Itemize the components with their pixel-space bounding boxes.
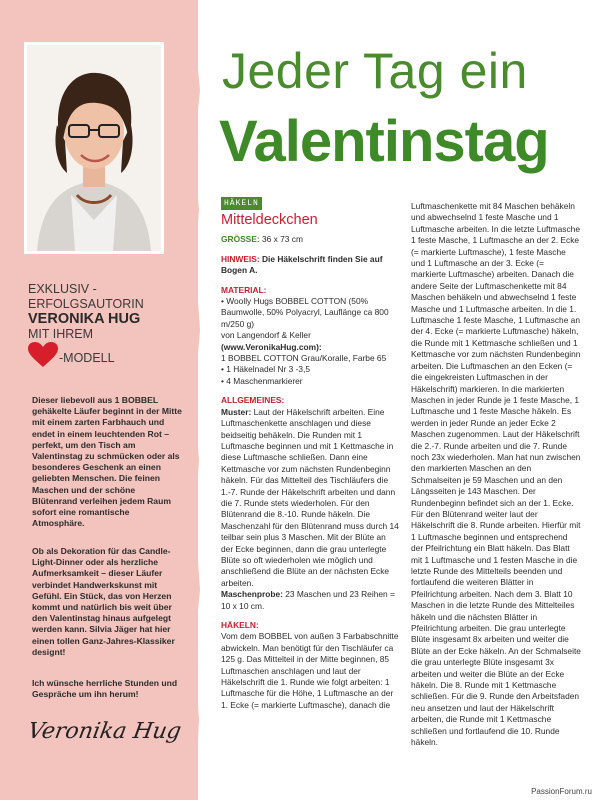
- article-subtitle: Mitteldeckchen: [221, 212, 318, 229]
- author-name: VERONIKA HUG: [28, 311, 141, 327]
- general-label: ALLGEMEINES:: [221, 395, 285, 406]
- size-value: 36 x 73 cm: [261, 234, 303, 245]
- intro-line-5: -MODELL: [59, 351, 115, 365]
- material-line-1: • Woolly Hugs BOBBEL COTTON (50% Baumwolle, 50% Polyacryl, Lauflänge ca 800 m/250 g): [221, 296, 389, 329]
- heart-icon: [28, 342, 58, 368]
- author-intro: [28, 282, 188, 368]
- torn-edge: [186, 0, 202, 800]
- gauge-text: 23 Maschen und 23 Reihen = 10 x 10 cm.: [221, 589, 395, 611]
- crochet-label: HÄKELN:: [221, 620, 259, 630]
- pattern-label: Muster:: [221, 406, 252, 417]
- material-line-6: • 4 Maschenmarkierer: [221, 375, 303, 386]
- source-watermark: PassionForum.ru: [531, 787, 592, 796]
- section-tag: HÄKELN: [221, 197, 262, 210]
- headline-line-2: Valentinstag: [219, 109, 549, 174]
- hint-label: HINWEIS:: [221, 253, 260, 264]
- author-photo: [24, 42, 164, 254]
- pattern-text: Laut der Häkelschrift arbeiten. Eine Luftmaschenkette anschlagen und diese beidseitig behäkeln. Die Runden mit 1 Luftmasche beginnen und mit 1 Kettmasche in diese Luftmasche schließen. Dann eine Kettmasche vor zum nächsten Rundenbeginn häkeln. Für das Mittelteil des Tischläufers die 1.-7. Runde der Häkelschrift arbeiten und dann die 7. Runde stets wiederholen. Für den Blütenrand die 8.-10. Runde häkeln. Die Maschenzahl für den Blütenrand muss durch 14 teilbar sein plus 3 Maschen. Mit der Blüte an der Ecke beginnen, dann die grau unterlegte Blüte so oft wiederholen wie möglich und anschließend die Blüte an der nächsten Ecke arbeiten.: [221, 406, 399, 588]
- signature-text: Veronika Hug: [26, 718, 184, 744]
- article-column-1: [221, 197, 399, 711]
- sidebar-paragraph-3: Ich wünsche herrliche Stunden und Gespräche um ihn herum!: [32, 678, 178, 700]
- material-line-4: 1 BOBBEL COTTON Grau/Koralle, Farbe 65: [221, 353, 387, 364]
- sidebar-paragraph-2: Ob als Dekoration für das Candle-Light-Dinner oder als herzliche Aufmerksamkeit – dieser Läufer verbindet Handwerkskunst mit Gefühl. Ein Stück, das von Herzen kommt und natürlich bis weit über den Valentinstag hinaus aufgelegt werden kann. Silvia Jäger hat hier einen tollen Ganz-Jahres-Klassiker designt!: [32, 546, 175, 657]
- gauge-label: Maschenprobe:: [221, 589, 283, 600]
- material-label: MATERIAL:: [221, 284, 267, 295]
- material-line-2: von Langendorf & Keller: [221, 330, 311, 341]
- intro-line-1: EXKLUSIV -: [28, 282, 97, 296]
- crochet-text: Vom dem BOBBEL von außen 3 Farbabschnitte abwickeln. Man benötigt für den Tischläufer ca 125 g. Das Mittelteil in der Mitte beginnen, 85 Luftmaschen anschlagen und laut der Häkelschrift die 1. Runde wie folgt arbeiten: 1 Luftmasche für die Höhe, 1 Luftmasche an der 1. Ecke (= markierte Luftmasche), danach die: [221, 631, 399, 710]
- article-column-2: Luftmaschenkette mit 84 Maschen behäkeln und abwechselnd 1 feste Masche und 1 Luftmasche arbeiten. In die letzte Luftmasche 1 feste Masche, 1 Luftmasche an der 2. Ecke (= markierte Luftmasche), 1 feste Masche und 1 Luftmasche an der 3. Ecke (= markierte Luftmasche) arbeiten. Danach die andere Seite der Luftmaschenkette mit 84 Maschen behäkeln und abwechselnd 1 feste Masche und 1 Luftmasche arbeiten. In die 1. Luftmasche 1 feste Masche, 1 Luftmasche an der 4. Ecke (= markierte Luftmasche) häkeln, die Runde mit 1 Kettmasche schließen und 1 Kettmasche vor zum nächsten Rundenbeginn arbeiten. Die Luftmaschen an den Ecken (= die eingekreisten Luftmaschen in der Häkelschrift) markieren. In die markierten Maschen in jeder Runde je 1 feste Masche, 1 Luftmasche und 1 feste Masche häkeln. Es werden in jeder Runde an jeder Ecke 2 Maschen zugenommen. Laut der Häkelschrift die 2.-7. Runde arbeiten und die 7. Runde noch 23x wiederholen. Man hat nun zwischen den markierten Maschen an den Schmalseiten je 59 Maschen und an den Längsseiten je 143 Maschen. Der Rundenbeginn befindet sich an der 1. Ecke. Für den Blütenrand weiter laut der Häkelschrift die 8. Runde arbeiten. Hierfür mit 1 Luftmasche beginnen und entsprechend der Pfeilrichtung ein Blatt häkeln. Das Blatt mit 1 Luftmasche und 1 festen Masche in die letzte Runde des Mittelteils beenden und fortlaufend die weiteren Blätter in Pfeilrichtung arbeiten. Nach dem 3. Blatt 10 Maschen in die letzte Runde des Mittelteiles häkeln und die nächsten Blätter in Pfeilrichtung arbeiten. Die grau unterlegte Blüte insgesamt 8x arbeiten und weiter die Blüte an der Ecke häkeln. An der Schmalseite die grau unterlegte Blüte insgesamt 3x arbeiten und weiter die Blüte an der Ecke häkeln. Die 8. Runde mit 1 Kettmasche schließen. Für die 9. Runde den Arbeitsfaden neu ansetzen und laut der Häkelschrift arbeiten, die Runde mit 1 Kettmasche schließen und fortlaufend die 10. Runde häkeln.: [411, 201, 581, 748]
- material-line-5: • 1 Häkelnadel Nr 3 -3,5: [221, 364, 311, 375]
- size-label: GRÖSSE:: [221, 234, 260, 245]
- intro-line-4: MIT IHREM: [28, 327, 94, 341]
- sidebar-paragraph-1: Dieser liebevoll aus 1 BOBBEL gehäkelte Läufer beginnt in der Mitte mit einem zarten Farbhauch und endet in einem leuchtenden Rot – perfekt, um den Tisch am Valentinstag zu schmücken oder als besonderes Geschenk an einen geliebten Menschen. Die feinen Maschen und der schöne Blütenrand verleihen jedem Raum sofort eine romantische Atmosphäre.: [32, 395, 182, 529]
- material-line-3: (www.VeronikaHug.com):: [221, 341, 322, 352]
- intro-line-2: ERFOLGSAUTORIN: [28, 297, 144, 311]
- signature: [26, 710, 184, 755]
- hint-value: Die Häkelschrift finden Sie auf Bogen A.: [221, 253, 383, 276]
- headline-line-1: Jeder Tag ein: [222, 43, 528, 99]
